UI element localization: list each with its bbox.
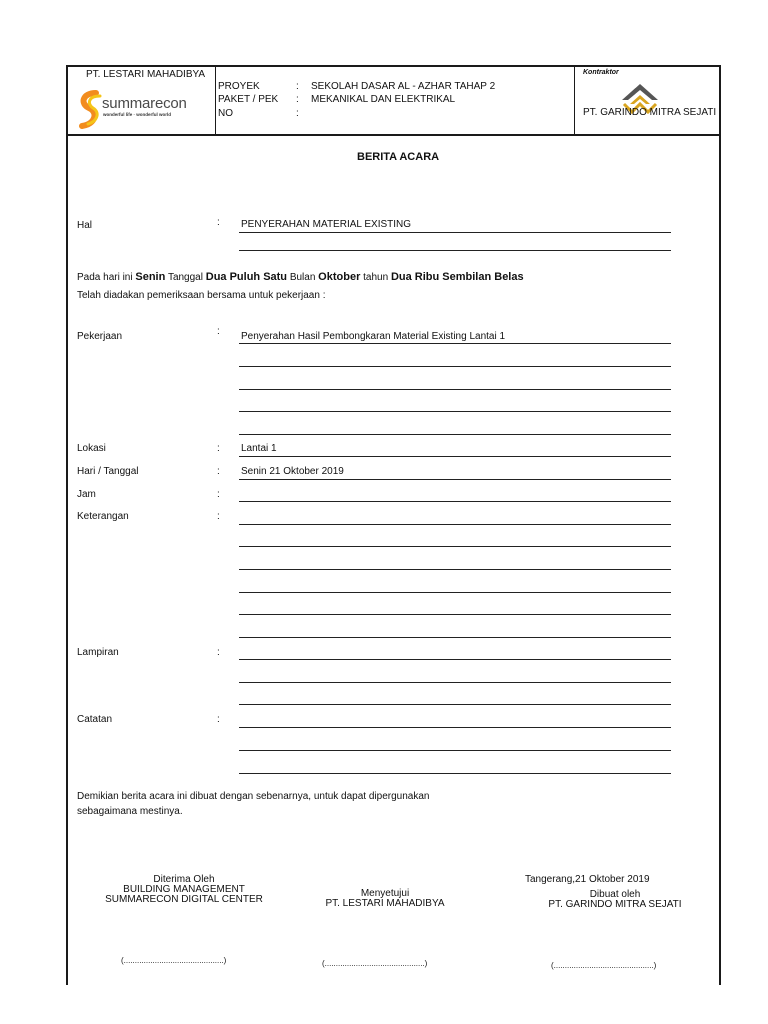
hari-value: Senin 21 Oktober 2019 — [241, 466, 344, 477]
made-signature-blank: (.............................................) — [551, 961, 657, 970]
made-line-2: PT. GARINDO MITRA SEJATI — [548, 899, 682, 910]
received-line-1: Diterima Oleh — [153, 874, 215, 885]
pekerjaan-label: Pekerjaan — [77, 331, 123, 342]
signature-approved — [295, 889, 475, 909]
contractor-name: PT. GARINDO MITRA SEJATI — [583, 107, 717, 118]
proyek-value: SEKOLAH DASAR AL - AZHAR TAHAP 2 — [311, 81, 496, 92]
catatan-line-2 — [239, 750, 671, 751]
jam-colon: : — [217, 489, 220, 500]
paket-label: PAKET / PEK — [218, 94, 279, 105]
proyek-label: PROYEK — [218, 81, 260, 92]
received-signature-blank: (.............................................) — [121, 956, 227, 965]
document-title: BERITA ACARA — [357, 151, 440, 163]
lampiran-colon: : — [217, 647, 220, 658]
intro-day: Senin — [135, 271, 166, 283]
header-divider — [66, 134, 721, 136]
keterangan-line-3 — [239, 569, 671, 570]
made-place-date: Tangerang,21 Oktober 2019 — [525, 874, 650, 885]
keterangan-line-6 — [239, 637, 671, 638]
summarecon-swirl-icon — [76, 90, 104, 130]
catatan-label: Catatan — [77, 714, 113, 725]
pekerjaan-line-1 — [239, 343, 671, 344]
lampiran-line-1 — [239, 659, 671, 660]
intro-text-2: Tanggal — [167, 272, 203, 283]
contractor-caption: Kontraktor — [583, 69, 619, 76]
keterangan-line-2 — [239, 546, 671, 547]
catatan-colon: : — [217, 714, 220, 725]
summarecon-wordmark: summarecon — [102, 95, 187, 112]
keterangan-colon: : — [217, 511, 220, 522]
hal-colon: : — [217, 217, 220, 228]
lokasi-label: Lokasi — [77, 443, 106, 454]
intro-year: Dua Ribu Sembilan Belas — [390, 271, 524, 283]
approved-line-2: PT. LESTARI MAHADIBYA — [325, 898, 445, 909]
intro-text-1: Pada hari ini — [77, 272, 133, 283]
frame-top — [66, 65, 721, 67]
lampiran-label: Lampiran — [77, 647, 119, 658]
pekerjaan-line-5 — [239, 434, 671, 435]
intro-text-4: tahun — [363, 272, 389, 283]
hari-line — [239, 479, 671, 480]
lokasi-value: Lantai 1 — [241, 443, 277, 454]
pekerjaan-line-2 — [239, 366, 671, 367]
lampiran-line-3 — [239, 704, 671, 705]
signature-made — [525, 890, 705, 910]
lokasi-line — [239, 456, 671, 457]
keterangan-line-5 — [239, 614, 671, 615]
no-label: NO — [218, 108, 233, 119]
no-colon: : — [296, 108, 299, 119]
frame-right — [719, 65, 721, 985]
intro-month: Oktober — [318, 271, 361, 283]
closing-line-2: sebagaimana mestinya. — [77, 806, 183, 817]
pekerjaan-line-3 — [239, 389, 671, 390]
intro-date: Dua Puluh Satu — [205, 271, 288, 283]
received-line-3: SUMMARECON DIGITAL CENTER — [105, 894, 263, 905]
hari-colon: : — [217, 466, 220, 477]
closing-line-1: Demikian berita acara ini dibuat dengan sebenarnya, untuk dapat dipergunakan — [77, 791, 430, 802]
hal-value: PENYERAHAN MATERIAL EXISTING — [241, 219, 412, 230]
signature-received — [94, 875, 274, 905]
approved-signature-blank: (.............................................) — [322, 959, 428, 968]
hal-line-2 — [239, 250, 671, 251]
proyek-colon: : — [296, 81, 299, 92]
received-line-2: BUILDING MANAGEMENT — [123, 884, 245, 895]
intro-line-2: Telah diadakan pemeriksaan bersama untuk pekerjaan : — [77, 290, 326, 301]
jam-line — [239, 501, 671, 502]
frame-left — [66, 65, 68, 985]
hal-label: Hal — [77, 220, 93, 231]
pekerjaan-value: Penyerahan Hasil Pembongkaran Material Existing Lantai 1 — [241, 331, 506, 342]
hal-line-1 — [239, 232, 671, 233]
catatan-line-3 — [239, 773, 671, 774]
intro-sentence — [77, 271, 524, 284]
header-col-divider-1 — [215, 65, 216, 135]
keterangan-label: Keterangan — [77, 511, 129, 522]
lampiran-line-2 — [239, 682, 671, 683]
summarecon-tagline: wonderful life · wonderful world — [103, 112, 171, 117]
approved-line-1: Menyetujui — [360, 888, 410, 899]
paket-value: MEKANIKAL DAN ELEKTRIKAL — [311, 94, 456, 105]
summarecon-logo — [76, 90, 206, 130]
jam-label: Jam — [77, 489, 96, 500]
hari-label: Hari / Tanggal — [77, 466, 139, 477]
paket-colon: : — [296, 94, 299, 105]
keterangan-line-1 — [239, 524, 671, 525]
pekerjaan-colon: : — [217, 326, 220, 337]
lokasi-colon: : — [217, 443, 220, 454]
catatan-line-1 — [239, 727, 671, 728]
made-line-1: Dibuat oleh — [589, 889, 641, 900]
pekerjaan-line-4 — [239, 411, 671, 412]
intro-text-3: Bulan — [289, 272, 316, 283]
keterangan-line-4 — [239, 592, 671, 593]
header-col-divider-2 — [574, 65, 575, 135]
owner-company: PT. LESTARI MAHADIBYA — [86, 69, 206, 80]
